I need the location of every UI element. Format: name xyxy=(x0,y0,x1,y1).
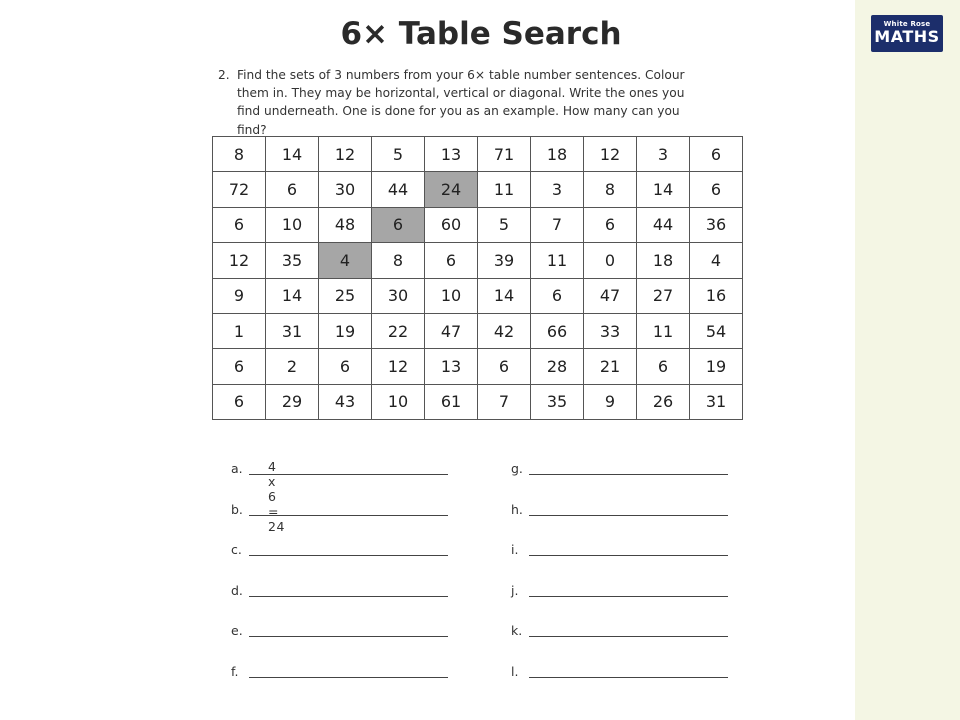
grid-row xyxy=(213,137,743,172)
grid-cell[interactable]: 14 xyxy=(478,278,531,313)
grid-cell[interactable]: 14 xyxy=(266,137,319,172)
grid-cell[interactable]: 6 xyxy=(690,172,743,207)
grid-cell[interactable]: 29 xyxy=(266,384,319,419)
grid-cell[interactable]: 22 xyxy=(372,313,425,348)
answer-label: j. xyxy=(511,582,519,598)
number-grid xyxy=(212,136,743,420)
grid-cell[interactable]: 18 xyxy=(637,243,690,278)
grid-cell[interactable]: 14 xyxy=(266,278,319,313)
grid-cell[interactable]: 9 xyxy=(584,384,637,419)
grid-cell[interactable]: 6 xyxy=(690,137,743,172)
grid-cell[interactable]: 4 xyxy=(690,243,743,278)
answer-label: g. xyxy=(511,461,523,476)
instruction-text: Find the sets of 3 numbers from your 6× table number sentences. Colour them in. They may be horizontal, vertical or diagonal. Write the ones you find underneath. One is done for you as an example. How many can you find? xyxy=(237,68,685,137)
grid-row xyxy=(213,384,743,419)
grid-cell[interactable]: 8 xyxy=(584,172,637,207)
grid-cell[interactable]: 25 xyxy=(319,278,372,313)
answer-underline xyxy=(529,677,728,678)
grid-cell[interactable]: 35 xyxy=(531,384,584,419)
grid-cell-highlighted[interactable]: 4 xyxy=(319,243,372,278)
grid-cell[interactable]: 8 xyxy=(372,243,425,278)
grid-cell[interactable]: 10 xyxy=(266,207,319,242)
answer-label: i. xyxy=(511,542,519,558)
answer-label: e. xyxy=(231,623,243,639)
grid-cell[interactable]: 6 xyxy=(213,384,266,419)
answer-underline xyxy=(529,555,728,556)
instruction xyxy=(218,66,688,139)
grid-cell[interactable]: 16 xyxy=(690,278,743,313)
grid-cell[interactable]: 5 xyxy=(372,137,425,172)
grid-cell[interactable]: 10 xyxy=(425,278,478,313)
answer-underline xyxy=(529,636,728,637)
grid-cell[interactable]: 6 xyxy=(213,207,266,242)
answer-underline xyxy=(529,515,728,516)
logo-line2: MATHS xyxy=(874,27,940,46)
grid-cell[interactable]: 7 xyxy=(531,207,584,242)
answer-label: b. xyxy=(231,501,243,517)
grid-cell[interactable]: 5 xyxy=(478,207,531,242)
grid-cell[interactable]: 6 xyxy=(637,349,690,384)
grid-cell[interactable]: 44 xyxy=(372,172,425,207)
answer-label: c. xyxy=(231,542,242,558)
grid-cell[interactable]: 42 xyxy=(478,313,531,348)
grid-cell[interactable]: 43 xyxy=(319,384,372,419)
page-title: 6× Table Search xyxy=(340,16,622,52)
grid-cell[interactable]: 44 xyxy=(637,207,690,242)
grid-cell[interactable]: 48 xyxy=(319,207,372,242)
grid-cell[interactable]: 31 xyxy=(266,313,319,348)
grid-cell-highlighted[interactable]: 24 xyxy=(425,172,478,207)
answer-underline xyxy=(249,555,448,556)
grid-cell[interactable]: 11 xyxy=(478,172,531,207)
grid-cell[interactable]: 0 xyxy=(584,243,637,278)
answer-underline xyxy=(529,596,728,597)
grid-cell[interactable]: 6 xyxy=(478,349,531,384)
grid-cell[interactable]: 66 xyxy=(531,313,584,348)
grid-cell-highlighted[interactable]: 6 xyxy=(372,207,425,242)
grid-cell[interactable]: 9 xyxy=(213,278,266,313)
grid-cell[interactable]: 35 xyxy=(266,243,319,278)
grid-cell[interactable]: 6 xyxy=(425,243,478,278)
grid-cell[interactable]: 11 xyxy=(531,243,584,278)
answer-label: f. xyxy=(231,664,239,679)
grid-cell[interactable]: 12 xyxy=(319,137,372,172)
side-panel xyxy=(855,0,960,720)
grid-cell[interactable]: 12 xyxy=(213,243,266,278)
grid-cell[interactable]: 33 xyxy=(584,313,637,348)
grid-cell[interactable]: 47 xyxy=(584,278,637,313)
answer-label: l. xyxy=(511,664,519,679)
grid-cell[interactable]: 19 xyxy=(319,313,372,348)
answer-underline xyxy=(249,596,448,597)
grid-cell[interactable]: 6 xyxy=(266,172,319,207)
grid-cell[interactable]: 12 xyxy=(372,349,425,384)
grid-row xyxy=(213,313,743,348)
answer-underline xyxy=(529,474,728,475)
answer-underline xyxy=(249,636,448,637)
grid-cell[interactable]: 72 xyxy=(213,172,266,207)
answer-underline xyxy=(249,677,448,678)
grid-cell[interactable]: 6 xyxy=(531,278,584,313)
grid-cell[interactable]: 7 xyxy=(478,384,531,419)
grid-row xyxy=(213,278,743,313)
answer-label: a. xyxy=(231,461,243,476)
answer-label: d. xyxy=(231,582,243,598)
answer-value: 4 x 6 = 24 xyxy=(268,459,285,534)
grid-cell[interactable]: 6 xyxy=(319,349,372,384)
grid-cell[interactable]: 36 xyxy=(690,207,743,242)
answer-label: k. xyxy=(511,623,523,639)
grid-cell[interactable]: 3 xyxy=(637,137,690,172)
grid-cell[interactable]: 19 xyxy=(690,349,743,384)
grid-cell[interactable]: 60 xyxy=(425,207,478,242)
grid-cell[interactable]: 13 xyxy=(425,349,478,384)
grid-cell[interactable]: 6 xyxy=(213,349,266,384)
grid-cell[interactable]: 14 xyxy=(637,172,690,207)
grid-cell[interactable]: 30 xyxy=(319,172,372,207)
grid-cell[interactable]: 31 xyxy=(690,384,743,419)
grid-cell[interactable]: 10 xyxy=(372,384,425,419)
grid-cell[interactable]: 26 xyxy=(637,384,690,419)
grid-row xyxy=(213,243,743,278)
grid-row xyxy=(213,172,743,207)
grid-cell[interactable]: 3 xyxy=(531,172,584,207)
grid-cell[interactable]: 13 xyxy=(425,137,478,172)
grid-cell[interactable]: 11 xyxy=(637,313,690,348)
grid-cell[interactable]: 1 xyxy=(213,313,266,348)
grid-cell[interactable]: 21 xyxy=(584,349,637,384)
answer-underline xyxy=(249,515,448,516)
grid-cell[interactable]: 47 xyxy=(425,313,478,348)
question-number: 2. xyxy=(218,68,230,82)
grid-row xyxy=(213,207,743,242)
grid-cell[interactable]: 8 xyxy=(213,137,266,172)
grid-row xyxy=(213,349,743,384)
grid-cell[interactable]: 18 xyxy=(531,137,584,172)
grid-cell[interactable]: 2 xyxy=(266,349,319,384)
grid-cell[interactable]: 28 xyxy=(531,349,584,384)
grid-cell[interactable]: 71 xyxy=(478,137,531,172)
answer-label: h. xyxy=(511,501,523,517)
grid-cell[interactable]: 30 xyxy=(372,278,425,313)
grid-cell[interactable]: 54 xyxy=(690,313,743,348)
grid-cell[interactable]: 61 xyxy=(425,384,478,419)
grid-cell[interactable]: 6 xyxy=(584,207,637,242)
grid-cell[interactable]: 12 xyxy=(584,137,637,172)
logo-line1: White Rose xyxy=(883,20,931,28)
grid-cell[interactable]: 39 xyxy=(478,243,531,278)
grid-cell[interactable]: 27 xyxy=(637,278,690,313)
